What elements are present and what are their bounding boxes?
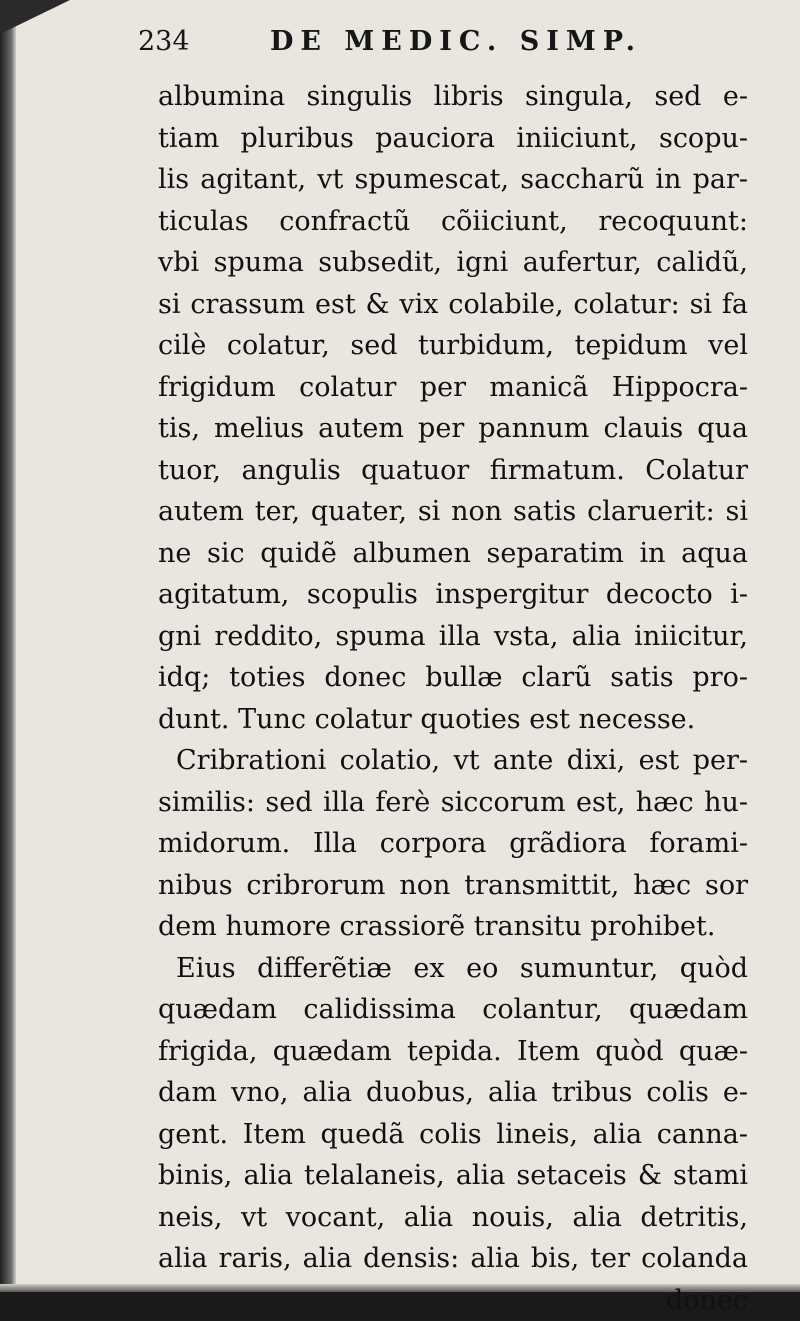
text-line: autem ter, quater, si non satis claruerit: si	[158, 491, 748, 533]
page-number: 234	[138, 26, 190, 57]
text-line: si crassum est & vix colabile, colatur: si fa	[158, 284, 748, 326]
paragraph-start-line: Cribrationi colatio, vt ante dixi, est per-	[158, 740, 748, 782]
text-line: tuor, angulis quatuor firmatum. Colatur	[158, 450, 748, 492]
body-text	[158, 76, 748, 1321]
text-line: albumina singulis libris singula, sed e-	[158, 76, 748, 118]
text-line: alia raris, alia densis: alia bis, ter colanda	[158, 1238, 748, 1280]
catchword: donec	[158, 1280, 748, 1321]
text-line: vbi spuma subsedit, igni aufertur, calidũ,	[158, 242, 748, 284]
text-line: tiam pluribus pauciora iniiciunt, scopu-	[158, 118, 748, 160]
text-line: similis: sed illa ferè siccorum est, hæc hu-	[158, 782, 748, 824]
text-line: lis agitant, vt spumescat, saccharũ in par-	[158, 159, 748, 201]
text-line: gni reddito, spuma illa vsta, alia iniicitur,	[158, 616, 748, 658]
text-line: agitatum, scopulis inspergitur decocto i-	[158, 574, 748, 616]
text-line: quædam calidissima colantur, quædam	[158, 989, 748, 1031]
text-line: midorum. Illa corpora grãdiora forami-	[158, 823, 748, 865]
paragraph-start-line: Eius differẽtiæ ex eo sumuntur, quòd	[158, 948, 748, 990]
text-line: binis, alia telalaneis, alia setaceis & stami	[158, 1155, 748, 1197]
text-line: tis, melius autem per pannum clauis qua	[158, 408, 748, 450]
text-line: gent. Item quedã colis lineis, alia canna-	[158, 1114, 748, 1156]
running-title: DE MEDIC. SIMP.	[270, 26, 642, 57]
text-line: ticulas confractũ cõiiciunt, recoquunt:	[158, 201, 748, 243]
text-line: nibus cribrorum non transmittit, hæc sor	[158, 865, 748, 907]
scan-border	[0, 0, 16, 1292]
scan-corner	[0, 0, 70, 34]
text-line: neis, vt vocant, alia nouis, alia detritis,	[158, 1197, 748, 1239]
text-line: ne sic quidẽ albumen separatim in aqua	[158, 533, 748, 575]
running-head	[138, 26, 658, 70]
text-line: idq; toties donec bullæ clarũ satis pro-	[158, 657, 748, 699]
text-line: frigida, quædam tepida. Item quòd quæ-	[158, 1031, 748, 1073]
text-line: dam vno, alia duobus, alia tribus colis e-	[158, 1072, 748, 1114]
text-line: cilè colatur, sed turbidum, tepidum vel	[158, 325, 748, 367]
text-line: dem humore crassiorẽ transitu prohibet.	[158, 906, 748, 948]
text-line: frigidum colatur per manicã Hippocra-	[158, 367, 748, 409]
text-line: dunt. Tunc colatur quoties est necesse.	[158, 699, 748, 741]
